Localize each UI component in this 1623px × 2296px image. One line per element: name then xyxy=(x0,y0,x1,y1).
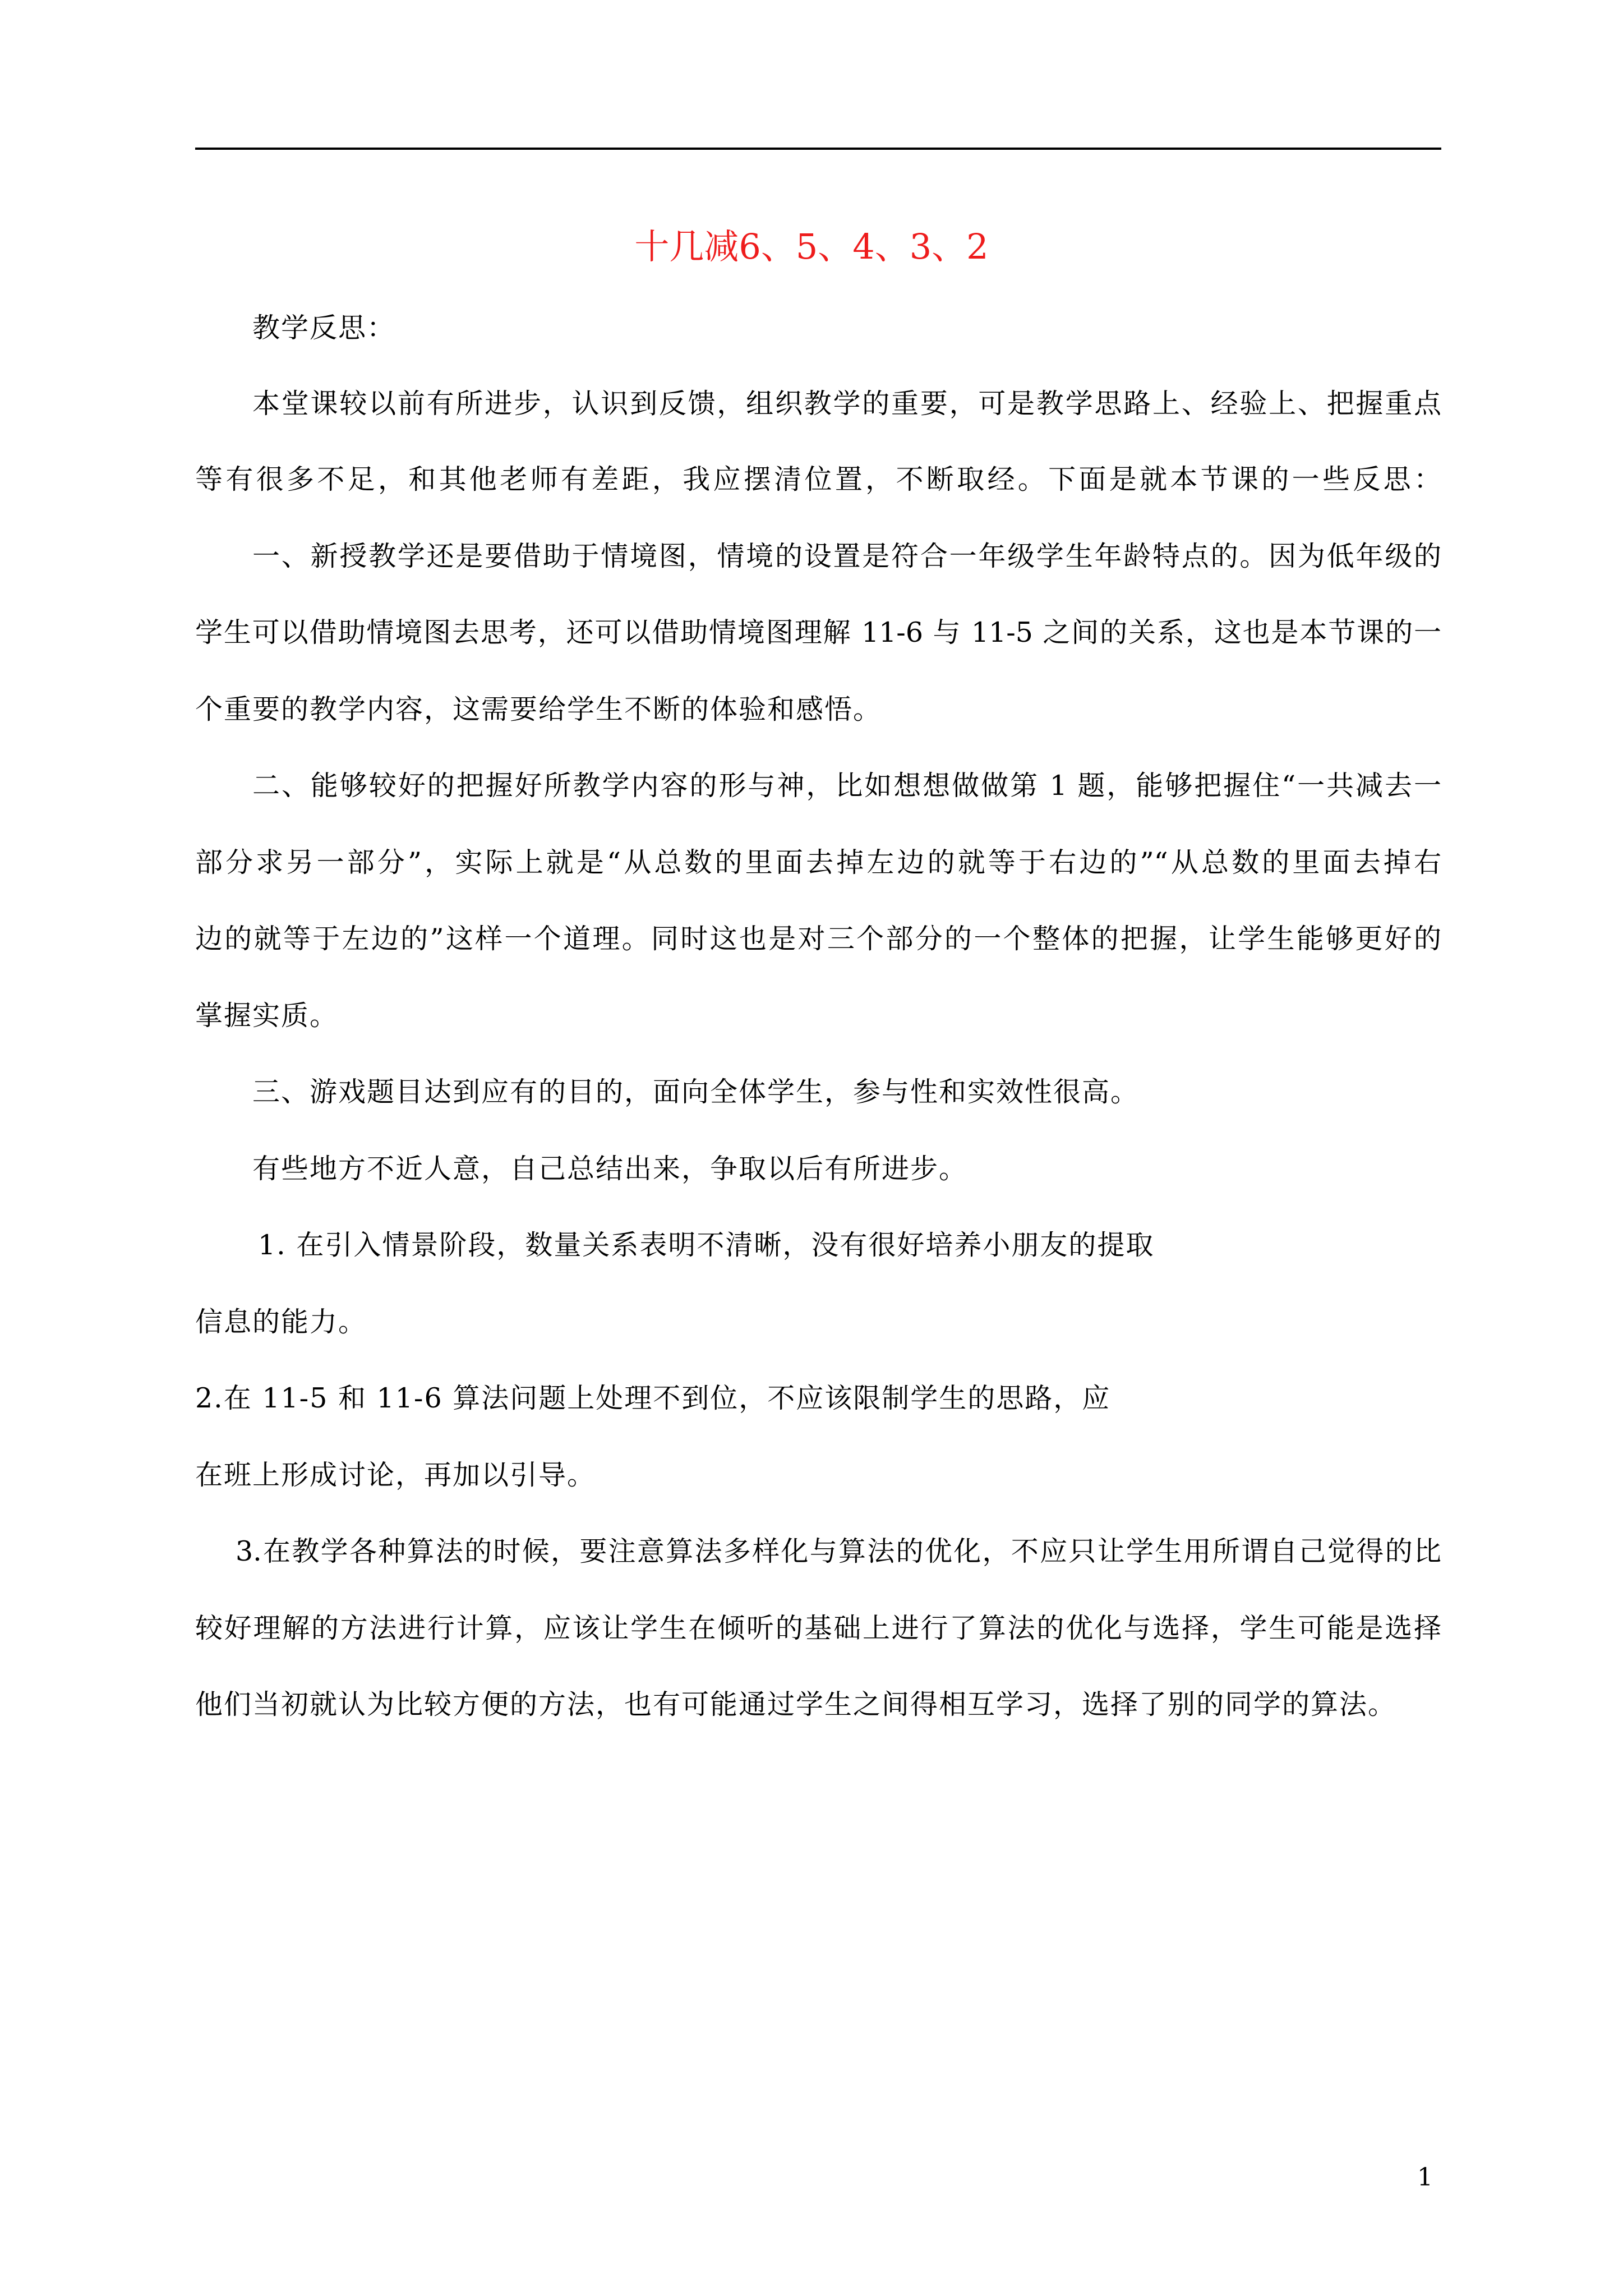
header-rule xyxy=(195,148,1441,150)
paragraph-line: 等有很多不足，和其他老师有差距，我应摆清位置，不断取经。下面是就本节课的一些反思： xyxy=(195,463,1441,495)
paragraph-line: 部分求另一部分”，实际上就是“从总数的里面去掉左边的就等于右边的”“从总数的里面去掉右 xyxy=(195,846,1441,878)
paragraph-line: 二、能够较好的把握好所教学内容的形与神，比如想想做做第 1 题，能够把握住“一共减去一 xyxy=(252,770,1441,802)
section-heading: 教学反思： xyxy=(252,312,396,344)
list-item-line: 1. 在引入情景阶段，数量关系表明不清晰，没有很好培养小朋友的提取 xyxy=(258,1229,1155,1261)
paragraph-line: 个重要的教学内容，这需要给学生不断的体验和感悟。 xyxy=(195,693,882,725)
paragraph-line: 有些地方不近人意，自己总结出来，争取以后有所进步。 xyxy=(252,1153,968,1185)
list-item-line: 信息的能力。 xyxy=(195,1306,367,1338)
list-item-line: 2.在 11-5 和 11-6 算法问题上处理不到位，不应该限制学生的思路，应 xyxy=(195,1382,1111,1414)
page-number: 1 xyxy=(1417,2163,1433,2192)
list-item-line: 在班上形成讨论，再加以引导。 xyxy=(195,1459,596,1491)
document-title: 十几减6、5、4、3、2 xyxy=(634,226,989,267)
list-item-line: 3.在教学各种算法的时候，要注意算法多样化与算法的优化，不应只让学生用所谓自己觉得的比 xyxy=(236,1535,1441,1567)
list-item-line: 较好理解的方法进行计算，应该让学生在倾听的基础上进行了算法的优化与选择，学生可能是选择 xyxy=(195,1612,1441,1644)
paragraph-line: 边的就等于左边的”这样一个道理。同时这也是对三个部分的一个整体的把握，让学生能够更好的 xyxy=(195,923,1441,955)
paragraph-line: 一、新授教学还是要借助于情境图，情境的设置是符合一年级学生年龄特点的。因为低年级的 xyxy=(252,540,1441,572)
paragraph-line: 三、游戏题目达到应有的目的，面向全体学生，参与性和实效性很高。 xyxy=(252,1076,1140,1108)
paragraph-line: 本堂课较以前有所进步，认识到反馈，组织教学的重要，可是教学思路上、经验上、把握重点 xyxy=(252,388,1441,420)
list-item-line: 他们当初就认为比较方便的方法，也有可能通过学生之间得相互学习，选择了别的同学的算法。 xyxy=(195,1688,1397,1720)
paragraph-line: 掌握实质。 xyxy=(195,1000,339,1032)
paragraph-line: 学生可以借助情境图去思考，还可以借助情境图理解 11-6 与 11-5 之间的关系，这也是本节课的一 xyxy=(195,616,1441,648)
